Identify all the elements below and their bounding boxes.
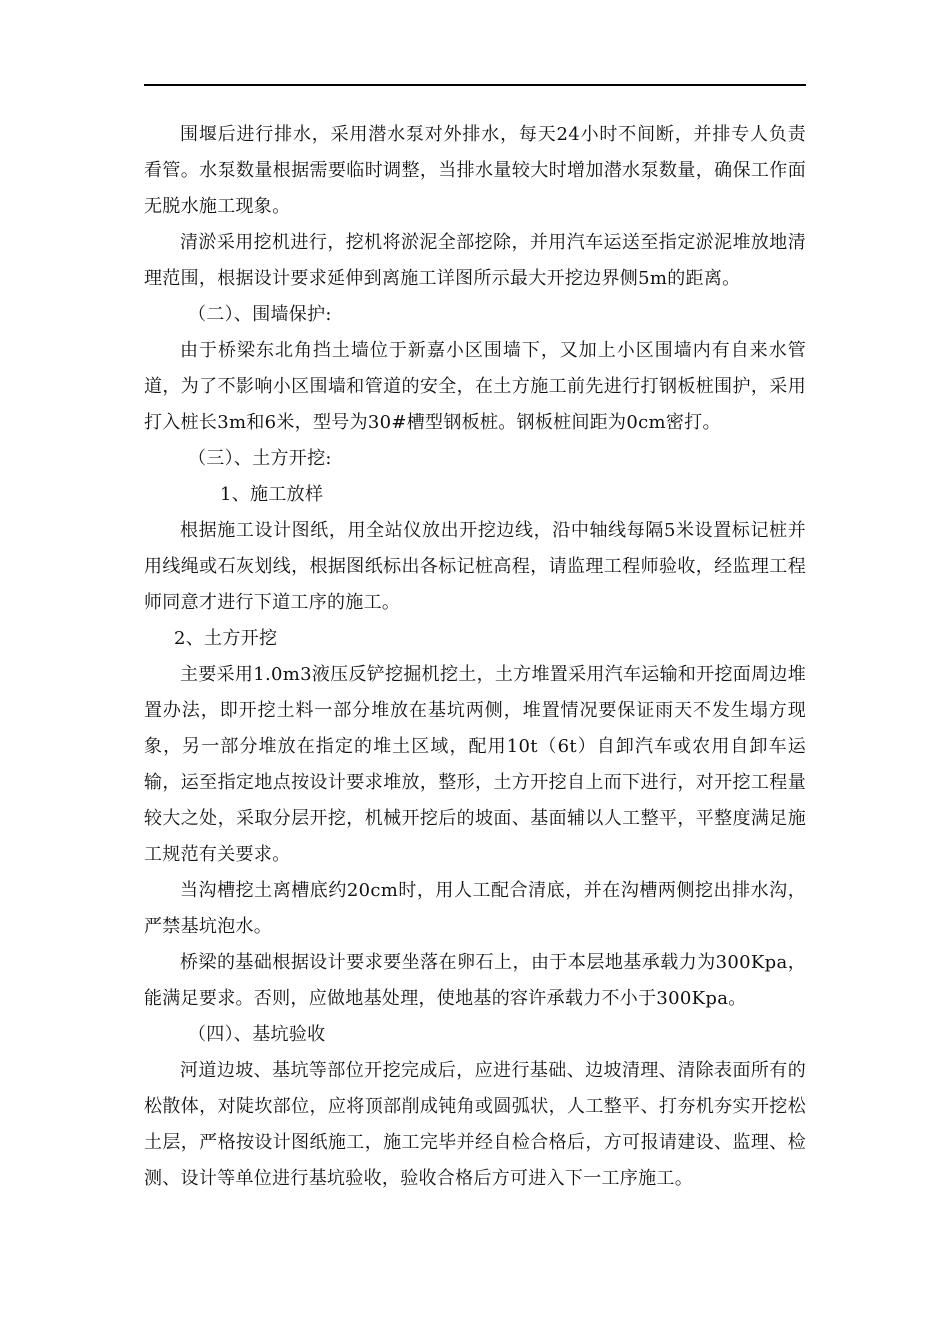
section-heading-earthwork: （三）、土方开挖: [188,448,332,469]
section-heading-wall-protection: （二）、围墙保护: [188,304,332,325]
paragraph-foundation: 桥梁的基础根据设计要求要坐落在卵石上，由于本层地基承载力为300Kpa，能满足要求。否则，应做地基处理，使地基的容许承载力不小于300Kpa。 [144,952,806,1009]
paragraph-layout: 根据施工设计图纸，用全站仪放出开挖边线，沿中轴线每隔5米设置标记桩并用线绳或石灰划线，根据图纸标出各标记桩高程，请监理工程师验收，经监理工程师同意才进行下道工序的施工。 [144,520,806,613]
paragraph-acceptance: 河道边坡、基坑等部位开挖完成后，应进行基础、边坡清理、清除表面所有的松散体，对陡坎部位，应将顶部削成钝角或圆弧状，人工整平、打夯机夯实开挖松土层，严格按设计图纸施工，施工完毕并经自检合格后，方可报请建设、监理、检测、设计等单位进行基坑验收，验收合格后方可进入下一工序施工。 [144,1060,806,1189]
section-heading-acceptance: （四）、基坑验收 [188,1024,326,1045]
header-rule [144,84,806,86]
paragraph-trench-bottom: 当沟槽挖土离槽底约20cm时，用人工配合清底，并在沟槽两侧挖出排水沟，严禁基坑泡水。 [144,880,806,937]
paragraph-excavation: 主要采用1.0m3液压反铲挖掘机挖土，土方堆置采用汽车运输和开挖面周边堆置办法，即开挖土料一部分堆放在基坑两侧，堆置情况要保证雨天不发生塌方现象，另一部分堆放在指定的堆土区域，配用10t（6t）自卸汽车或农用自卸车运输，运至指定地点按设计要求堆放，整形，土方开挖自上而下进行，对开挖工程量较大之处，采取分层开挖，机械开挖后的坡面、基面辅以人工整平，平整度满足施工规范有关要求。 [144,664,806,865]
paragraph-dredging: 清淤采用挖机进行，挖机将淤泥全部挖除，并用汽车运送至指定淤泥堆放地清理范围，根据设计要求延伸到离施工详图所示最大开挖边界侧5m的距离。 [144,232,806,289]
subheading-excavation: 2、土方开挖 [174,628,278,649]
subheading-layout: 1、施工放样 [220,484,324,505]
paragraph-wall-protection: 由于桥梁东北角挡土墙位于新嘉小区围墙下，又加上小区围墙内有自来水管道，为了不影响小区围墙和管道的安全，在土方施工前先进行打钢板桩围护，采用打入桩长3m和6米，型号为30#槽型钢板桩。钢板桩间距为0cm密打。 [144,340,806,433]
document-body [144,117,806,1197]
paragraph-drainage: 围堰后进行排水，采用潜水泵对外排水，每天24小时不间断，并排专人负责看管。水泵数量根据需要临时调整，当排水量较大时增加潜水泵数量，确保工作面无脱水施工现象。 [144,124,806,217]
